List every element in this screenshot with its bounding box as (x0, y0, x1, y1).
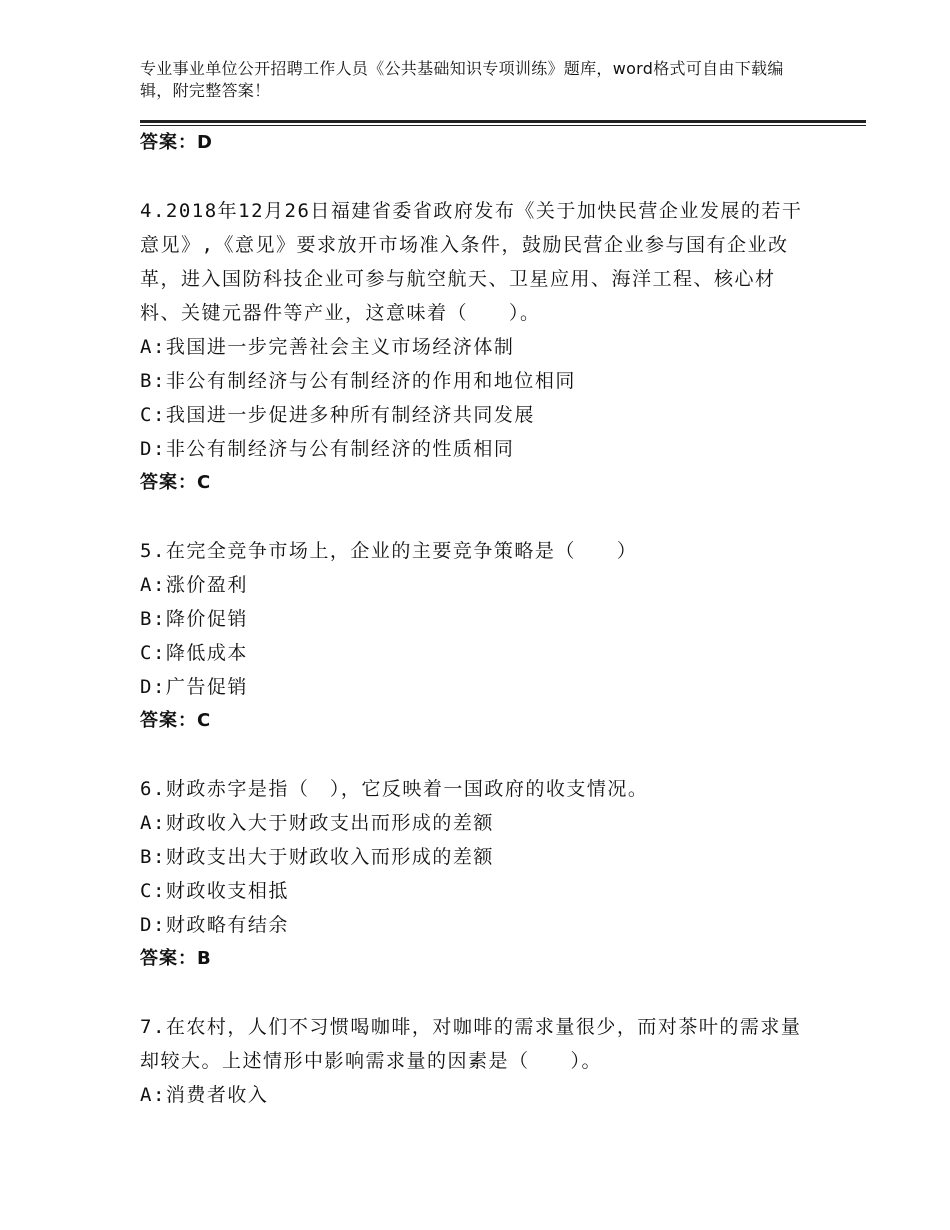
answer-line: 答案：C (140, 472, 212, 493)
option-b: B:财政支出大于财政收入而形成的差额 (140, 846, 494, 868)
option-a: A:我国进一步完善社会主义市场经济体制 (140, 336, 515, 358)
answer-line: 答案：B (140, 948, 212, 969)
question-stem: 5.在完全竞争市场上，企业的主要竞争策略是（ ） (140, 540, 638, 562)
page-header: 专业事业单位公开招聘工作人员《公共基础知识专项训练》题库，word格式可自由下载编辑，附完整答案！ (140, 59, 784, 100)
option-d: D:广告促销 (140, 676, 248, 698)
option-a: A:涨价盈利 (140, 574, 248, 596)
answer-line: 答案：C (140, 710, 212, 731)
option-b: B:降价促销 (140, 608, 248, 630)
option-c: C:我国进一步促进多种所有制经济共同发展 (140, 404, 535, 426)
question-stem: 7.在农村，人们不习惯喝咖啡，对咖啡的需求量很少，而对茶叶的需求量却较大。上述情形中影响需求量的因素是（ ）。 (140, 1016, 802, 1072)
option-c: C:财政收支相抵 (140, 880, 289, 902)
option-d: D:非公有制经济与公有制经济的性质相同 (140, 438, 515, 460)
option-d: D:财政略有结余 (140, 914, 289, 936)
question-7 (140, 1010, 810, 1112)
question-6 (140, 772, 810, 976)
document-content (140, 126, 810, 1112)
option-a: A:财政收入大于财政支出而形成的差额 (140, 812, 494, 834)
header-divider-thick (140, 120, 866, 123)
question-stem: 6.财政赤字是指（ ），它反映着一国政府的收支情况。 (140, 778, 649, 800)
question-4 (140, 194, 810, 500)
question-stem: 4.2018年12月26日福建省委省政府发布《关于加快民营企业发展的若干意见》,《意见》要求放开市场准入条件，鼓励民营企业参与国有企业改革，进入国防科技企业可参与航空航天、卫星应用、海洋工程、核心材料、关键元器件等产业，这意味着（ ）。 (140, 200, 803, 324)
option-b: B:非公有制经济与公有制经济的作用和地位相同 (140, 370, 576, 392)
answer-line: 答案：D (140, 132, 213, 153)
option-a: A:消费者收入 (140, 1084, 269, 1106)
option-c: C:降低成本 (140, 642, 248, 664)
question-5 (140, 534, 810, 738)
